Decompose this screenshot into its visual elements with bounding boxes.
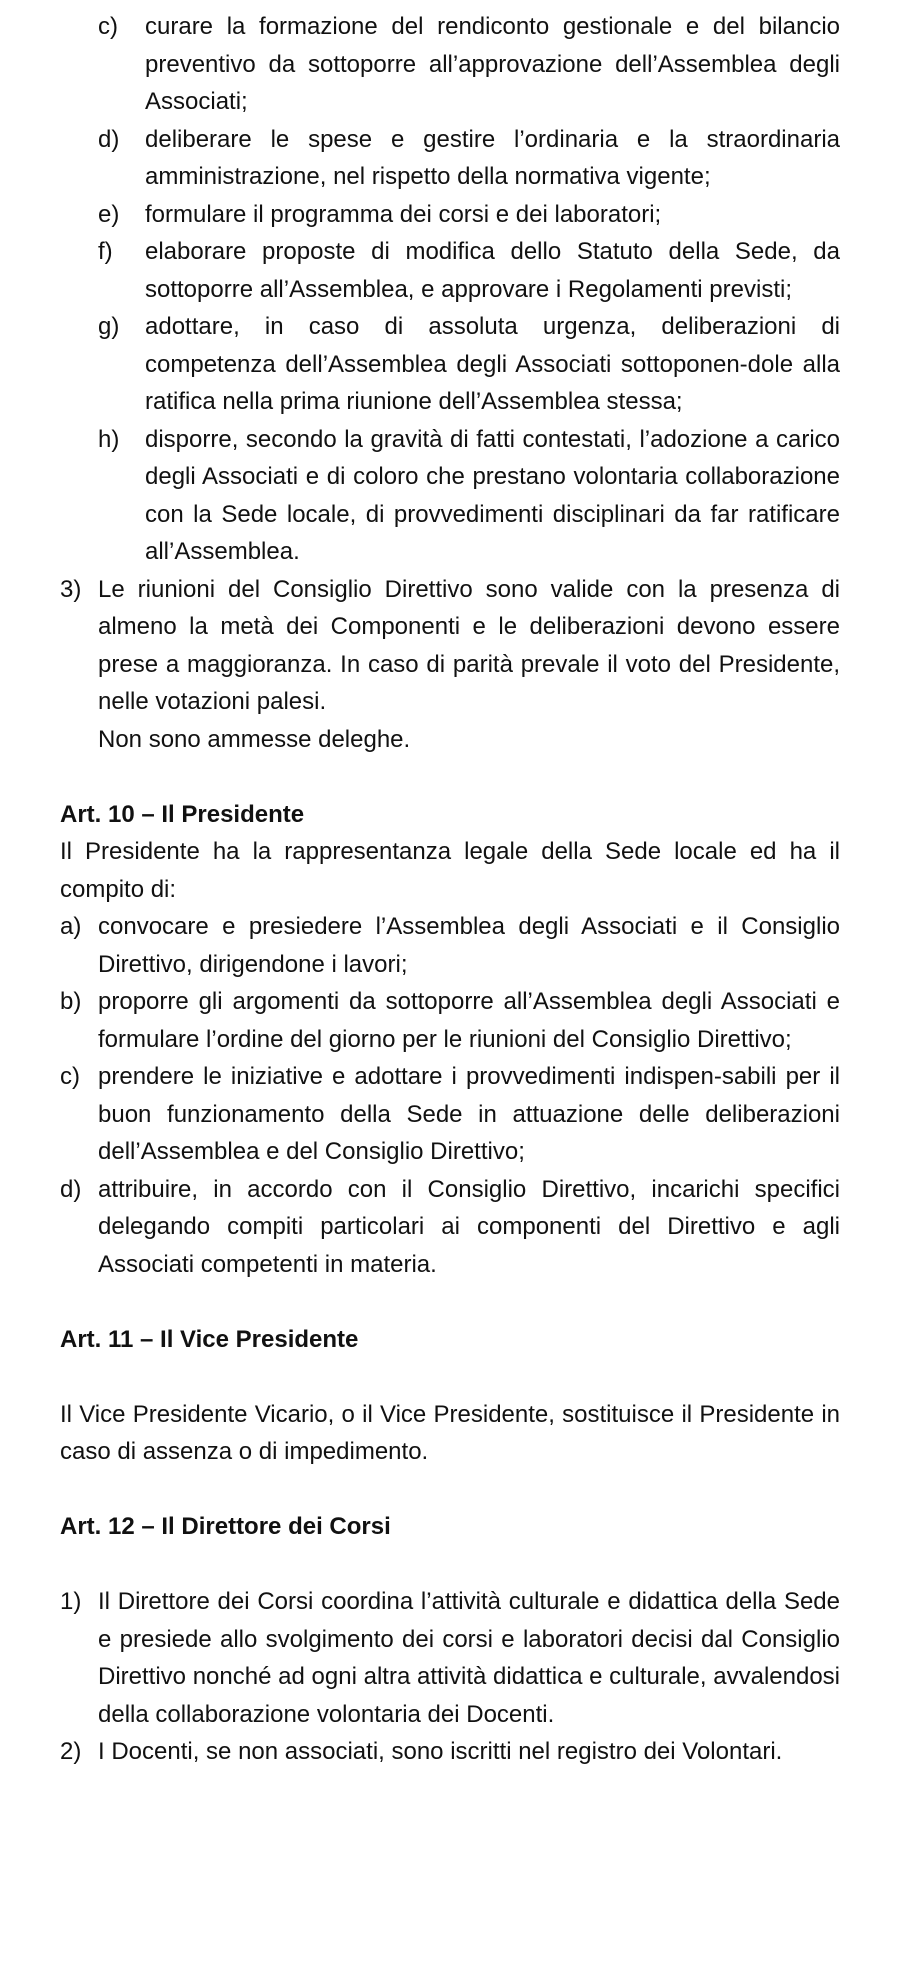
list-marker: d) — [60, 1175, 82, 1203]
list-item — [60, 571, 840, 759]
list-marker: c) — [98, 13, 118, 40]
list-item — [60, 308, 840, 421]
list-item-text: proporre gli argomenti da sottoporre all’Assemblea degli Associati e formulare l’ordine del giorno per le riunioni del Consiglio Direttivo; — [98, 988, 840, 1053]
list-item-text: adottare, in caso di assoluta urgenza, deliberazioni di competenza dell’Assemblea degli Associati sottoponen-dole alla ratifica nella prima riunione dell’Assemblea stessa; — [145, 313, 840, 415]
list-marker: e) — [98, 200, 120, 228]
list-item — [60, 1583, 840, 1733]
article-11-heading: Art. 11 – Il Vice Presidente — [60, 1325, 359, 1353]
list-item — [60, 8, 840, 121]
list-marker: 2) — [60, 1738, 82, 1765]
list-item — [60, 1058, 840, 1171]
list-item-text — [98, 571, 840, 759]
list-marker: c) — [60, 1063, 80, 1090]
article-12-heading: Art. 12 – Il Direttore dei Corsi — [60, 1513, 391, 1540]
list-item-text: curare la formazione del rendiconto gestionale e del bilancio preventivo da sottoporre all’approvazione dell’Assemblea degli Associati; — [145, 13, 840, 115]
list-item — [60, 233, 840, 308]
list-item-text: deliberare le spese e gestire l’ordinaria e la straordinaria amministrazione, nel rispetto della normativa vigente; — [145, 125, 840, 190]
list-marker: 1) — [60, 1588, 82, 1615]
article-10-heading: Art. 10 – Il Presidente — [60, 800, 305, 828]
list-item-text: attribuire, in accordo con il Consiglio Direttivo, incarichi specifici delegando compiti particolari ai componenti del Direttivo e agli Associati competenti in materia. — [98, 1175, 840, 1278]
list-item-text: convocare e presiedere l’Assemblea degli Associati e il Consiglio Direttivo, dirigendone i lavori; — [98, 913, 840, 978]
list-item — [60, 421, 840, 571]
list-item — [60, 121, 840, 196]
list-item — [60, 908, 840, 983]
article-10-intro: Il Presidente ha la rappresentanza legale della Sede locale ed ha il compito di: — [60, 838, 840, 903]
list-item — [60, 983, 840, 1058]
list-item — [60, 1733, 840, 1771]
no-proxies-text: Non sono ammesse deleghe. — [98, 725, 411, 753]
list-item-text: I Docenti, se non associati, sono iscritti nel registro dei Volontari. — [98, 1738, 783, 1765]
list-item — [60, 196, 840, 234]
list-marker: g) — [98, 313, 120, 340]
meeting-rules-text: Le riunioni del Consiglio Direttivo sono valide con la presenza di almeno la metà dei Componenti e le deliberazioni devono essere prese a maggioranza. In caso di parità prevale il voto del Presidente, nelle votazioni palesi. — [98, 575, 840, 715]
list-item-text: elaborare proposte di modifica dello Statuto della Sede, da sottoporre all’Assemblea, e approvare i Regolamenti previsti; — [145, 238, 840, 303]
list-marker: a) — [60, 913, 82, 940]
list-marker: b) — [60, 988, 82, 1015]
list-item-text: formulare il programma dei corsi e dei laboratori; — [145, 200, 662, 228]
article-11-text: Il Vice Presidente Vicario, o il Vice Presidente, sostituisce il Presidente in caso di assenza o di impedimento. — [60, 1400, 840, 1465]
list-marker: 3) — [60, 575, 82, 603]
list-item-text: disporre, secondo la gravità di fatti contestati, l’adozione a carico degli Associati e di coloro che prestano volontaria collaborazione con la Sede locale, di provvedimenti disciplinari da far ratificare all’Assemblea. — [145, 425, 840, 565]
list-item-text: Il Direttore dei Corsi coordina l’attività culturale e didattica della Sede e presiede allo svolgimento dei corsi e laboratori decisi dal Consiglio Direttivo nonché ad ogni altra attività didattica e culturale, avvalendosi della collaborazione volontaria dei Docenti. — [98, 1588, 840, 1728]
list-item — [60, 1171, 840, 1284]
list-item-text: prendere le iniziative e adottare i provvedimenti indispen-sabili per il buon funzionamento della Sede in attuazione delle deliberazioni dell’Assemblea e del Consiglio Direttivo; — [98, 1063, 840, 1165]
list-marker: f) — [98, 238, 113, 265]
board-duties-list — [60, 8, 840, 571]
list-marker: d) — [98, 125, 120, 153]
list-marker: h) — [98, 425, 120, 453]
